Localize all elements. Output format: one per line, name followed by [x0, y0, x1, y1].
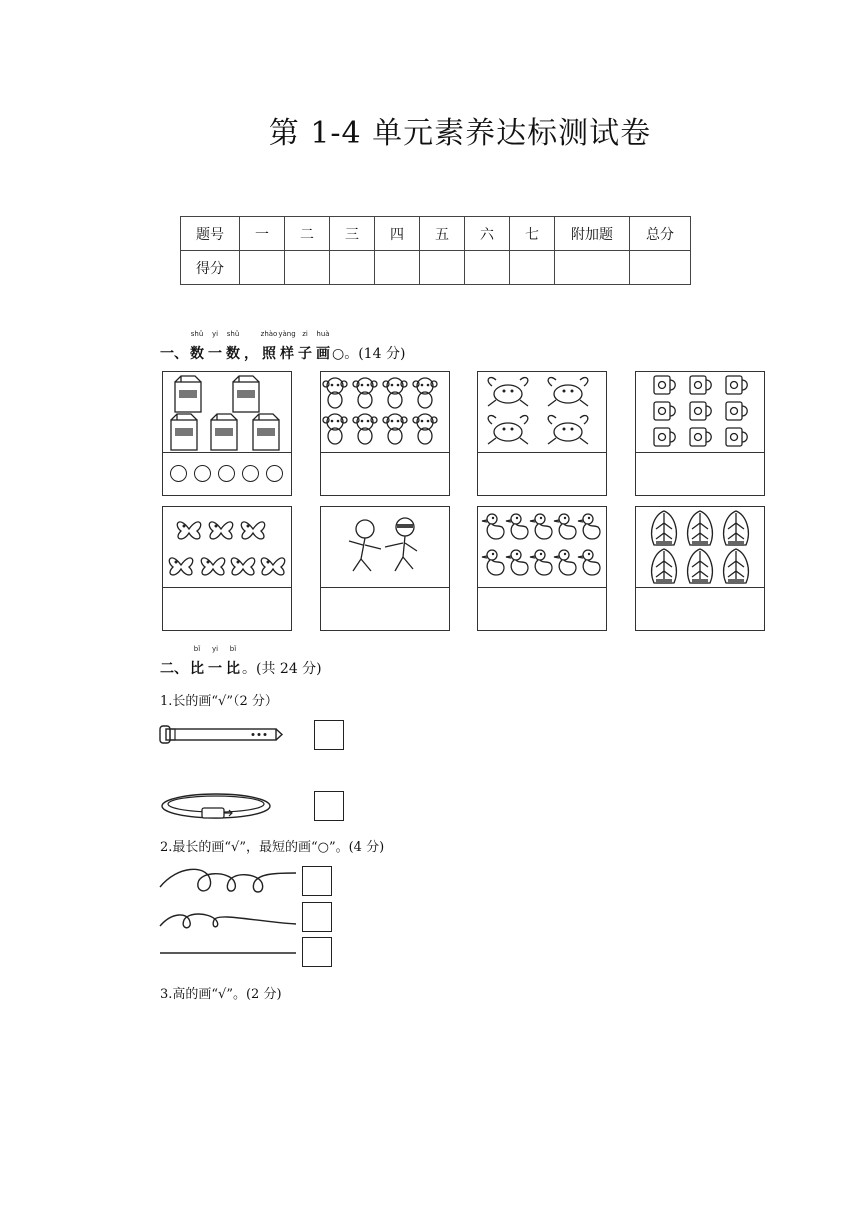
count-box — [477, 371, 607, 496]
answer-box-1b[interactable] — [314, 791, 344, 821]
score-table-score-row — [181, 251, 691, 285]
duck-icon — [478, 507, 606, 587]
hanzi: 样 — [280, 346, 294, 362]
answer-area[interactable] — [636, 588, 764, 630]
pinyin: shǔ — [190, 330, 204, 338]
hanzi: 一 — [208, 346, 222, 362]
score-input-cell[interactable] — [420, 251, 465, 285]
section1-char — [298, 330, 312, 363]
score-input-cell[interactable] — [465, 251, 510, 285]
answer-area[interactable] — [321, 453, 449, 495]
example-circle — [242, 465, 259, 482]
example-circle — [218, 465, 235, 482]
section1-char — [190, 330, 204, 363]
score-table-header-row — [181, 217, 691, 251]
hanzi: 画 — [316, 346, 330, 362]
score-header-cell: 二 — [285, 217, 330, 251]
example-circle — [194, 465, 211, 482]
answer-box-1a[interactable] — [314, 720, 344, 750]
score-input-cell[interactable] — [510, 251, 555, 285]
section1-char — [244, 343, 258, 363]
example-circle — [170, 465, 187, 482]
score-header-cell: 三 — [330, 217, 375, 251]
pinyin: zhào — [260, 330, 278, 338]
hanzi: 一 — [208, 661, 222, 677]
score-header-cell: 七 — [510, 217, 555, 251]
milk-carton-icon — [163, 372, 291, 452]
belt-loop-icon — [160, 790, 272, 822]
score-header-cell: 五 — [420, 217, 465, 251]
count-box — [635, 506, 765, 631]
count-box — [477, 506, 607, 631]
score-input-cell[interactable] — [555, 251, 630, 285]
butterfly-icon — [163, 507, 291, 587]
question-2: 2.最长的画“√”，最短的画“○”。(4 分) — [160, 840, 385, 855]
hanzi: ， — [244, 346, 258, 362]
hanzi: 子 — [298, 346, 312, 362]
cabbage-icon — [636, 507, 764, 587]
answer-box-2b[interactable] — [302, 902, 332, 932]
score-input-cell[interactable] — [375, 251, 420, 285]
answer-area[interactable] — [478, 453, 606, 495]
score-input-cell[interactable] — [330, 251, 375, 285]
section2-prefix: 二、 — [160, 661, 188, 677]
answer-box-2a[interactable] — [302, 866, 332, 896]
wavy-rope-icon — [158, 908, 298, 934]
section2-char — [208, 645, 222, 678]
crab-icon — [478, 372, 606, 452]
monkey-icon — [321, 372, 449, 452]
section1-char — [278, 330, 296, 363]
count-box — [162, 371, 292, 496]
score-input-cell[interactable] — [630, 251, 691, 285]
score-header-cell: 六 — [465, 217, 510, 251]
example-circle — [266, 465, 283, 482]
answer-box-2c[interactable] — [302, 937, 332, 967]
section2-heading — [160, 645, 322, 678]
page-title: 第 1-4 单元素养达标测试卷 — [268, 116, 652, 151]
section1-char — [208, 330, 222, 363]
answer-area[interactable] — [163, 453, 291, 495]
pinyin: huà — [316, 330, 330, 338]
answer-area[interactable] — [636, 453, 764, 495]
section2-char — [226, 645, 240, 678]
children-playing-icon — [321, 507, 449, 587]
score-header-cell: 一 — [240, 217, 285, 251]
hanzi: 照 — [262, 346, 276, 362]
pinyin: yi — [211, 645, 219, 653]
hanzi: 数 — [190, 346, 204, 362]
count-box — [162, 506, 292, 631]
pinyin: bǐ — [193, 645, 201, 653]
pinyin: zi — [302, 330, 308, 338]
mug-icon — [636, 372, 764, 452]
pinyin: shǔ — [226, 330, 240, 338]
answer-area[interactable] — [478, 588, 606, 630]
pinyin: bǐ — [229, 645, 237, 653]
count-box — [320, 371, 450, 496]
belt-icon — [158, 724, 283, 746]
answer-area[interactable] — [321, 588, 449, 630]
section1-heading — [160, 330, 406, 363]
count-box — [635, 371, 765, 496]
count-box — [320, 506, 450, 631]
question-1: 1.长的画“√”（2 分） — [160, 694, 278, 709]
section2-char — [190, 645, 204, 678]
section1-tail: ○。(14 分) — [332, 346, 406, 362]
score-row-label: 得分 — [181, 251, 240, 285]
score-header-cell: 题号 — [181, 217, 240, 251]
score-table — [180, 216, 691, 285]
question-3: 3.高的画“√”。(2 分) — [160, 987, 282, 1002]
loopy-rope-icon — [158, 865, 298, 899]
score-header-cell: 总分 — [630, 217, 691, 251]
pinyin: yàng — [278, 330, 296, 338]
hanzi: 比 — [190, 661, 204, 677]
hanzi: 数 — [226, 346, 240, 362]
section1-char — [316, 330, 330, 363]
score-input-cell[interactable] — [240, 251, 285, 285]
section1-prefix: 一、 — [160, 346, 188, 362]
score-header-cell: 附加题 — [555, 217, 630, 251]
score-header-cell: 四 — [375, 217, 420, 251]
section2-tail: 。(共 24 分) — [242, 661, 322, 677]
answer-area[interactable] — [163, 588, 291, 630]
hanzi: 比 — [226, 661, 240, 677]
score-input-cell[interactable] — [285, 251, 330, 285]
straight-rope-icon — [158, 950, 298, 956]
section1-char — [260, 330, 278, 363]
section1-char — [226, 330, 240, 363]
pinyin: yi — [211, 330, 219, 338]
